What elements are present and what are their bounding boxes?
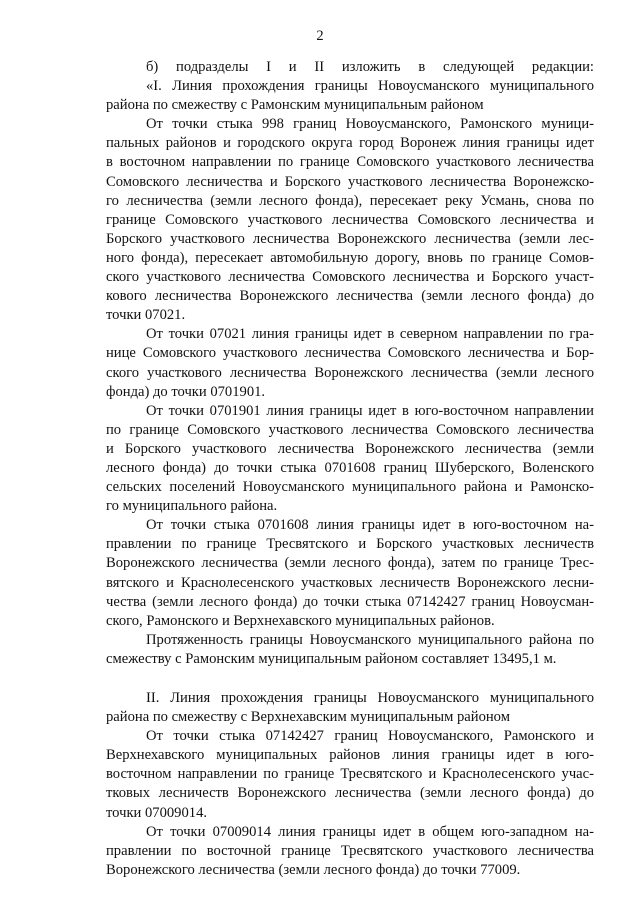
text-line: Сомовского лесничества и Борского участкового лесничества Воронежско- — [106, 173, 594, 190]
text-line: точки 07021. — [106, 307, 186, 324]
paragraph — [106, 325, 594, 401]
paragraph — [106, 402, 594, 517]
text-line: б) подразделы I и II изложить в следующей редакции: — [146, 59, 594, 75]
text-line: по границе Сомовского участкового лесничества Сомовского лесничества — [106, 421, 594, 438]
text-line: ного фонда), пересекает автомобильную дорогу, вновь по границе Сомов- — [106, 249, 594, 266]
text-line: От точки стыка 0701608 линия границы идет в юго-восточном на- — [146, 517, 594, 534]
text-line: точки 07009014. — [106, 804, 208, 821]
text-line: восточном направлении по границе Тресвятского и Краснолесенского учас- — [106, 766, 594, 783]
paragraph — [106, 727, 594, 822]
text-line: От точки стыка 998 границ Новоусманского, Рамонского муници- — [146, 116, 594, 133]
text-line: вятского и Краснолесенского участковых лесничеств Воронежского лесни- — [106, 574, 594, 591]
text-line: «I. Линия прохождения границы Новоусманского муниципального — [146, 78, 594, 95]
text-line: смежеству с Рамонским муниципальным районом составляет 13495,1 м. — [106, 650, 557, 667]
text-line: ского, Рамонского и Верхнехавского муниципальных районов. — [106, 612, 495, 629]
text-line: и Борского участкового лесничества Воронежского лесничества (земли — [106, 440, 594, 457]
text-line: лесного фонда) до точки стыка 0701608 границ Шуберского, Воленского — [106, 459, 594, 476]
section-heading — [106, 689, 594, 727]
section-spacer — [106, 669, 594, 689]
text-line: района по смежеству с Верхнехавским муниципальным районом — [106, 709, 510, 726]
page-number: 2 — [316, 28, 324, 44]
text-line: пальных районов и городского округа город Воронеж линия границы идет — [106, 135, 594, 152]
text-line: ского участкового лесничества Воронежского лесничества (земли лесного — [106, 364, 594, 381]
text-line: границе Сомовского участкового лесничества Сомовского лесничества и — [106, 211, 594, 228]
text-line: Воронежского лесничества (земли лесного фонда) до точки 77009. — [106, 861, 521, 878]
text-line: нице Сомовского участкового лесничества Сомовского лесничества и Бор- — [106, 345, 594, 362]
text-line: в восточном направлении по границе Сомовского участкового лесничества — [106, 154, 594, 171]
text-line: тковых лесничеств Воронежского лесничества (земли лесного фонда) до — [106, 785, 594, 802]
text-line: II. Линия прохождения границы Новоусманского муниципального — [146, 690, 594, 706]
text-line: От точки стыка 07142427 границ Новоусманского, Рамонского и — [146, 728, 594, 745]
text-line: От точки 07021 линия границы идет в северном направлении по гра- — [146, 326, 594, 343]
text-line: Борского участкового лесничества Воронежского лесничества (земли лес- — [106, 230, 594, 247]
text-line: Воронежского лесничества (земли лесного фонда), затем по границе Трес- — [106, 555, 594, 572]
text-line: От точки 0701901 линия границы идет в юго-восточном направлении — [146, 402, 594, 419]
paragraph — [106, 823, 594, 880]
intro-paragraph — [106, 58, 594, 115]
text-line: От точки 07009014 линия границы идет в общем юго-западном на- — [146, 823, 594, 840]
text-line: чества (земли лесного фонда) до точки стыка 07142427 границ Новоусман- — [106, 593, 594, 610]
text-line: правлении по границе Тресвятского и Борского участковых лесничеств — [106, 536, 594, 553]
text-line: района по смежеству с Рамонским муниципальным районом — [106, 97, 484, 114]
text-line: сельских поселений Новоусманского муниципального района и Рамонско- — [106, 479, 594, 496]
paragraph — [106, 631, 594, 669]
paragraph — [106, 516, 594, 631]
document-body — [106, 58, 594, 880]
text-line: го лесничества (земли лесного фонда), пересекает реку Усмань, снова по — [106, 192, 594, 209]
paragraph — [106, 115, 594, 325]
text-line: фонда) до точки 0701901. — [106, 383, 266, 400]
text-line: Верхнехавского муниципальных районов линия границы идет в юго- — [106, 747, 594, 764]
text-line: ского участкового лесничества Сомовского лесничества и Борского участ- — [106, 269, 594, 286]
text-line: кового лесничества Воронежского лесничества (земли лесного фонда) до — [106, 288, 594, 305]
text-line: правлении по восточной границе Тресвятского участкового лесничества — [106, 842, 594, 859]
text-line: го муниципального района. — [106, 498, 278, 515]
text-line: Протяженность границы Новоусманского муниципального района по — [146, 631, 594, 648]
